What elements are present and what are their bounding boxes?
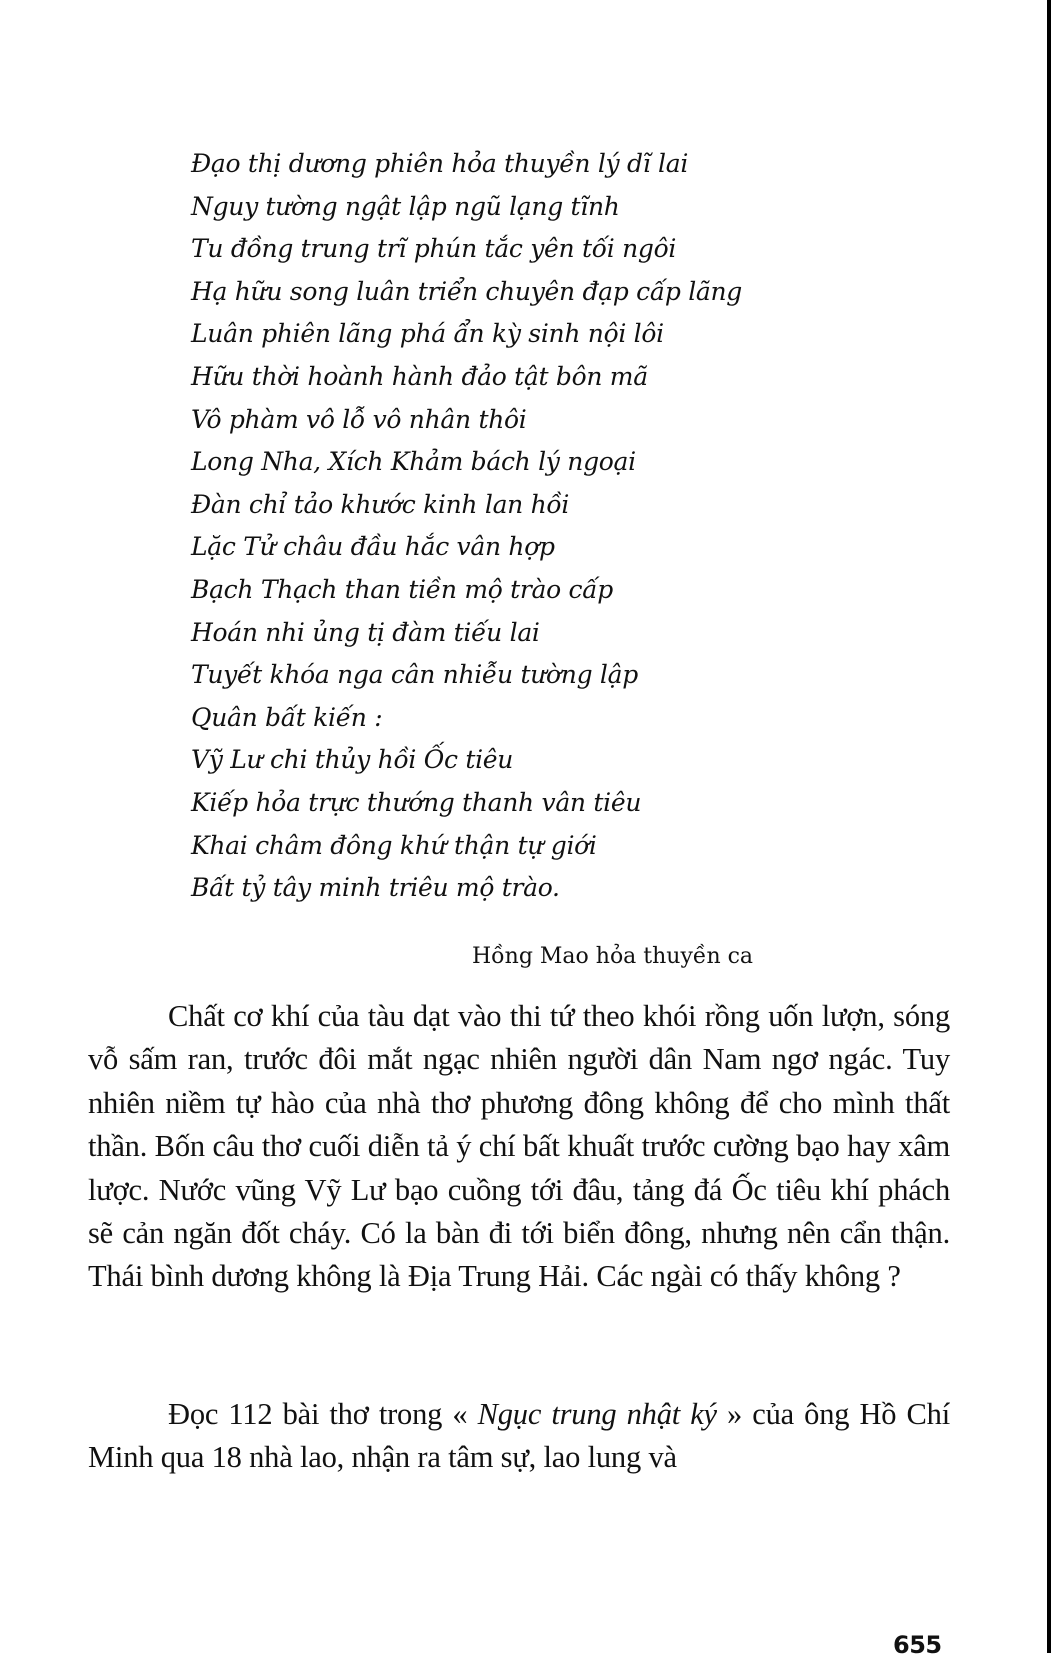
poem-line: Luân phiên lãng phá ẩn kỳ sinh nội lôi bbox=[191, 319, 664, 349]
poem-line: Đàn chỉ tảo khước kinh lan hồi bbox=[191, 489, 570, 519]
body-paragraph-1: Chất cơ khí của tàu dạt vào thi tứ theo khói rồng uốn lượn, sóng vỗ sấm ran, trước đôi mắt ngạc nhiên người dân Nam ngơ ngác. Tuy nhiên niềm tự hào của nhà thơ phương đông không để cho mình thất thần. Bốn câu thơ cuối diễn tả ý chí bất khuất trước cường bạo hay xâm lược. Nước vũng Vỹ Lư bạo cuồng tới đâu, tảng đá Ốc tiêu khí phách sẽ cản ngăn đốt cháy. Có la bàn đi tới biển đông, nhưng nên cẩn thận. Thái bình dương không là Địa Trung Hải. Các ngài có thấy không ? bbox=[88, 999, 950, 1294]
poem-line: Hữu thời hoành hành đảo tật bôn mã bbox=[191, 361, 648, 391]
poem-line: Bất tỷ tây minh triêu mộ trào. bbox=[191, 873, 560, 903]
poem-attribution: Hồng Mao hỏa thuyền ca bbox=[472, 944, 754, 969]
book-title: Ngục trung nhật ký bbox=[477, 1397, 717, 1431]
poem-line: Hạ hữu song luân triển chuyên đạp cấp lãng bbox=[191, 276, 743, 306]
paragraph-2-lead: Đọc 112 bài thơ trong « bbox=[168, 1397, 478, 1431]
poem-block bbox=[191, 143, 742, 910]
poem-line: Bạch Thạch than tiền mộ trào cấp bbox=[191, 574, 613, 604]
paragraph-2-tail: » của ông Hồ Chí Minh qua 18 nhà lao, nhận ra tâm sự, lao lung và bbox=[88, 1397, 950, 1475]
poem-line: Quân bất kiến : bbox=[191, 702, 383, 732]
poem-line: Long Nha, Xích Khảm bách lý ngoại bbox=[191, 447, 636, 477]
poem-line: Vô phàm vô lỗ vô nhân thôi bbox=[191, 404, 527, 434]
scan-edge-border bbox=[1047, 0, 1051, 1653]
poem-line: Nguy tường ngật lập ngũ lạng tĩnh bbox=[191, 191, 620, 221]
poem-line: Tuyết khóa nga cân nhiễu tường lập bbox=[191, 660, 638, 690]
poem-line: Khai châm đông khứ thận tự giới bbox=[191, 830, 597, 860]
poem-line: Hoán nhi ủng tị đàm tiếu lai bbox=[191, 617, 540, 647]
page-number: 655 bbox=[893, 1631, 942, 1659]
poem-line: Vỹ Lư chi thủy hồi Ốc tiêu bbox=[191, 745, 514, 775]
poem-line: Kiếp hỏa trực thướng thanh vân tiêu bbox=[191, 787, 642, 817]
poem-line: Đạo thị dương phiên hỏa thuyền lý dĩ lai bbox=[191, 149, 689, 178]
poem-line: Lặc Tử châu đầu hắc vân hợp bbox=[191, 532, 555, 562]
body-paragraph-2 bbox=[88, 1393, 950, 1480]
poem-line: Tu đồng trung trĩ phún tắc yên tối ngôi bbox=[191, 234, 677, 264]
